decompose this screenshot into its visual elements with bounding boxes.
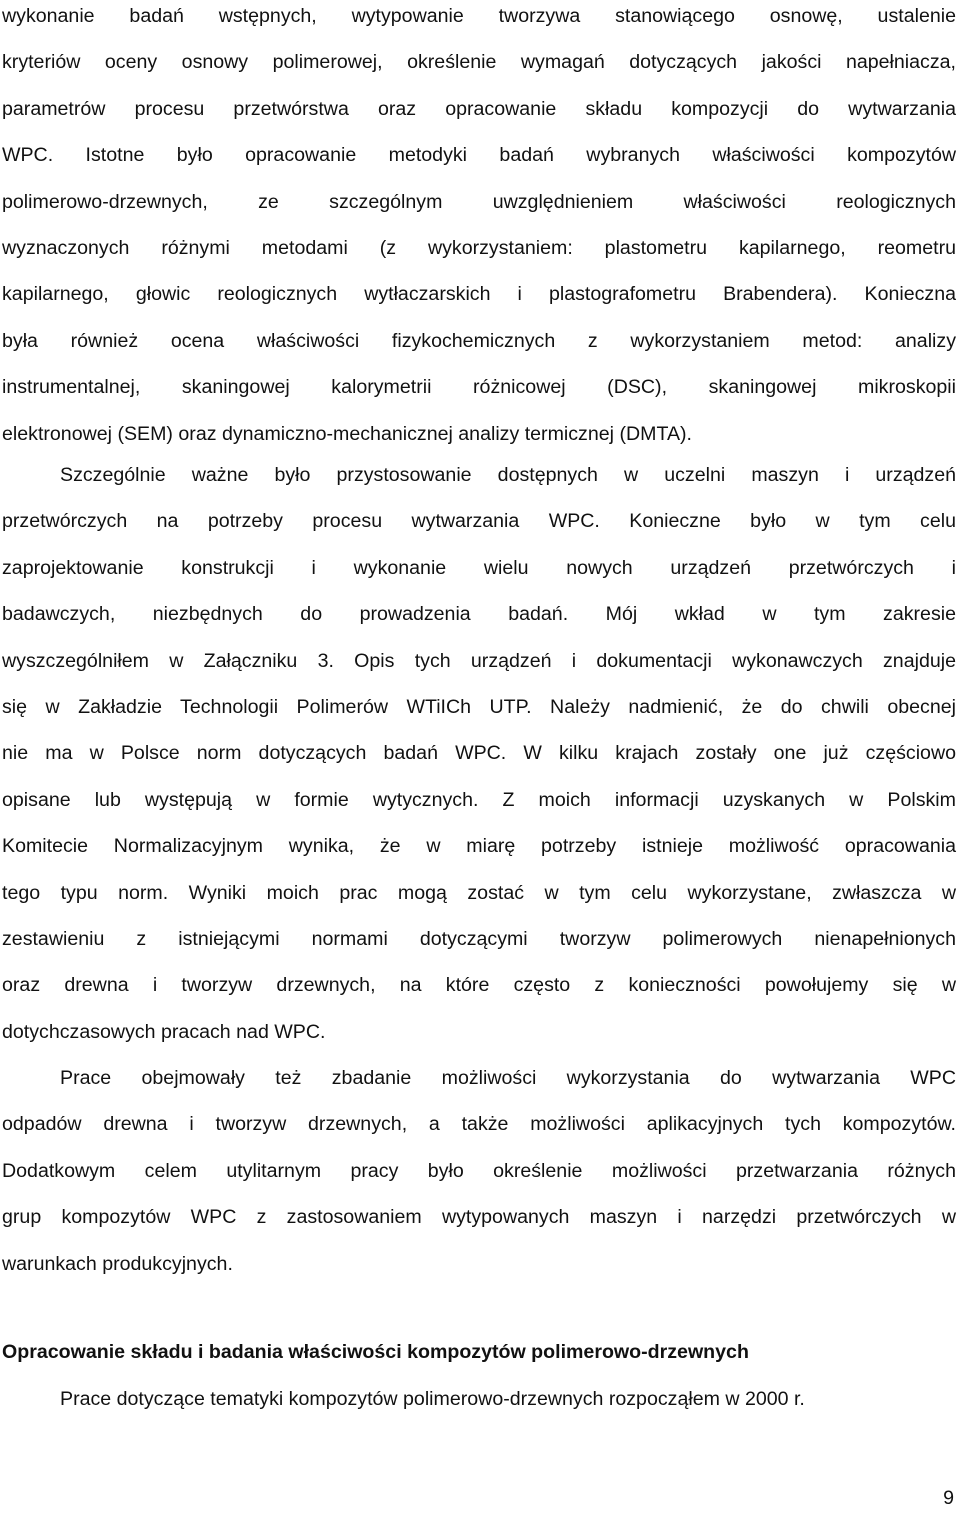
section-heading: Opracowanie składu i badania właściwości kompozytów polimerowo-drzewnych	[2, 1341, 749, 1363]
text-line: była również ocena właściwości fizykochemicznych z wykorzystaniem metod: analizy	[2, 329, 956, 352]
text-line: oraz drewna i tworzyw drzewnych, na które często z konieczności powołujemy się w	[2, 974, 956, 997]
text-line: Szczególnie ważne było przystosowanie dostępnych w uczelni maszyn i urządzeń	[60, 464, 956, 486]
text-line: się w Zakładzie Technologii Polimerów WTiICh UTP. Należy nadmienić, że do chwili obecnej	[2, 695, 956, 718]
text-line: opisane lub występują w formie wytycznych. Z moich informacji uzyskanych w Polskim	[2, 788, 956, 811]
text-line: wyznaczonych różnymi metodami (z wykorzystaniem: plastometru kapilarnego, reometru	[2, 236, 956, 259]
text-line: grup kompozytów WPC z zastosowaniem wytypowanych maszyn i narzędzi przetwórczych w	[2, 1206, 956, 1229]
text-line: odpadów drewna i tworzyw drzewnych, a także możliwości aplikacyjnych tych kompozytów.	[2, 1113, 956, 1136]
text-line: wyszczególniłem w Załączniku 3. Opis tych urządzeń i dokumentacji wykonawczych znajduje	[2, 649, 956, 672]
text-line: zestawieniu z istniejącymi normami dotyczącymi tworzyw polimerowych nienapełnionych	[2, 927, 956, 950]
text-line: Dodatkowym celem utylitarnym pracy było określenie możliwości przetwarzania różnych	[2, 1159, 956, 1182]
paragraph-3	[2, 1055, 956, 1287]
paragraph-1	[2, 0, 956, 457]
text-line: przetwórczych na potrzeby procesu wytwarzania WPC. Konieczne było w tym celu	[2, 510, 956, 533]
text-line: WPC. Istotne było opracowanie metodyki badań wybranych właściwości kompozytów	[2, 144, 956, 167]
text-line: parametrów procesu przetwórstwa oraz opracowanie składu kompozycji do wytwarzania	[2, 97, 956, 120]
text-line: nie ma w Polsce norm dotyczących badań WPC. W kilku krajach zostały one już częściowo	[2, 742, 956, 765]
section-first-line: Prace dotyczące tematyki kompozytów polimerowo-drzewnych rozpocząłem w 2000 r.	[60, 1388, 805, 1410]
text-line: dotychczasowych pracach nad WPC.	[2, 1020, 326, 1043]
text-line: Komitecie Normalizacyjnym wynika, że w miarę potrzeby istnieje możliwość opracowania	[2, 835, 956, 858]
text-line: instrumentalnej, skaningowej kalorymetrii różnicowej (DSC), skaningowej mikroskopii	[2, 376, 956, 399]
page-number: 9	[943, 1487, 954, 1509]
text-line: badawczych, niezbędnych do prowadzenia badań. Mój wkład w tym zakresie	[2, 603, 956, 626]
paragraph-2	[2, 452, 956, 1055]
text-line: kapilarnego, głowic reologicznych wytłaczarskich i plastografometru Brabendera). Konieczna	[2, 283, 956, 306]
text-line: wykonanie badań wstępnych, wytypowanie tworzywa stanowiącego osnowę, ustalenie	[2, 5, 956, 27]
text-line: Prace obejmowały też zbadanie możliwości wykorzystania do wytwarzania WPC	[60, 1067, 956, 1089]
text-line: elektronowej (SEM) oraz dynamiczno-mechanicznej analizy termicznej (DMTA).	[2, 422, 692, 445]
text-line: tego typu norm. Wyniki moich prac mogą zostać w tym celu wykorzystane, zwłaszcza w	[2, 881, 956, 904]
text-line: kryteriów oceny osnowy polimerowej, określenie wymagań dotyczących jakości napełniacza,	[2, 51, 956, 74]
text-line: zaprojektowanie konstrukcji i wykonanie wielu nowych urządzeń przetwórczych i	[2, 556, 956, 579]
text-line: warunkach produkcyjnych.	[2, 1252, 233, 1275]
text-line: polimerowo-drzewnych, ze szczególnym uwzględnieniem właściwości reologicznych	[2, 190, 956, 213]
